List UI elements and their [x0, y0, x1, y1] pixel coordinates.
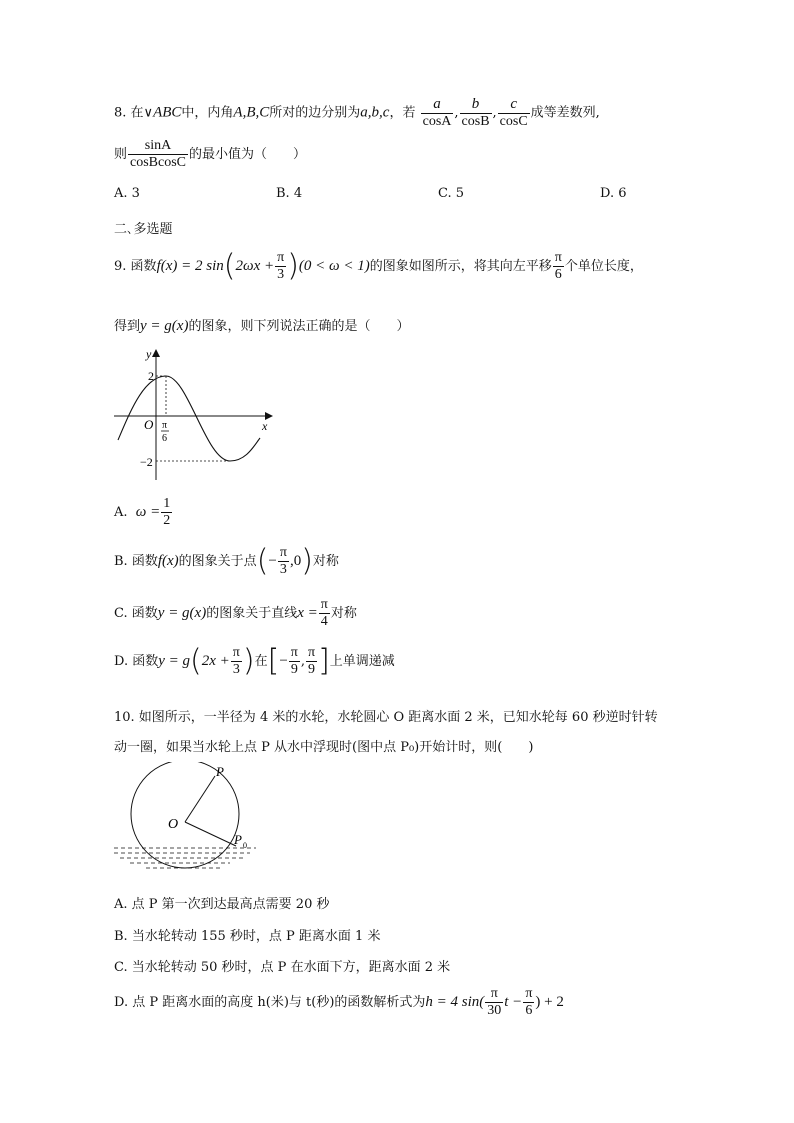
tick-pi: π [162, 420, 168, 431]
label-P: P [216, 764, 224, 779]
frac-b-cosB: $\frac{b}{\cos B}$ [461, 96, 490, 130]
tick-6: 6 [162, 433, 167, 444]
q10-option-c: C. 当水轮转动 50 秒时，点 P 在水面下方，距离水面 2 米 [114, 960, 451, 975]
q10-waterwheel-figure [110, 762, 260, 877]
q8-line2: 则 $\frac{\sin A}{\text{cosBcosC}}$ 的最小值为（ ） [114, 138, 307, 171]
q10-option-b: B. 当水轮转动 155 秒时，点 P 距离水面 1 米 [114, 929, 381, 944]
frac-sinA-cosBcosC: $\frac{\sin A}{\text{cosBcosC}}$ [130, 138, 187, 171]
radius-OP0 [185, 822, 236, 846]
q10-option-d: D. 点 P 距离水面的高度 h(米)与 t(秒)的函数解析式为h = 4 sin( $\frac{\pi}{30}$ t − $\frac{\pi}{6}$ ) + 2 [114, 986, 564, 1019]
q8-option-b: B. 4 [276, 186, 303, 201]
frac-a-cosA: $\frac{a}{\cos A}$ [422, 96, 452, 130]
max-label: 2 [148, 369, 154, 383]
y-axis-label: y [146, 347, 152, 361]
min-label: −2 [140, 455, 153, 469]
label-P0-sub: 0 [243, 841, 247, 850]
label-O: O [168, 817, 179, 832]
q9-option-a: A. ω = $\frac{1}{2}$ [114, 496, 171, 529]
label-P0: P [234, 832, 242, 847]
q8-line1: 8. 在∨ABC中，内角A,B,C所对的边分别为a,b,c，若 $\frac{a}{\cos A}$ , $\frac{b}{\cos B}$ , $\frac{c}{\cos C}$ 成等差数列, [114, 96, 600, 130]
frac-c-cosC: $\frac{c}{\cos C}$ [499, 96, 528, 130]
q9-option-b: B. 函数f(x)的图象关于点(− $\frac{\pi}{3}$ ,0)对称 [114, 543, 339, 579]
q10-line2: 动一圈，如果当水轮上点 P 从水中浮现时(图中点 P₀)开始计时，则( ) [114, 740, 534, 755]
q10-line1: 10. 如图所示，一半径为 4 米的水轮，水轮圆心 O 距离水面 2 米，已知水轮每 60 秒逆时针转 [114, 710, 658, 725]
q9-line1: 9. 函数f(x) = 2 sin(2ωx + $\frac{\pi}{3}$ )(0 < ω < 1)的图象如图所示，将其向左平移 $\frac{\pi}{6}$ 个单位长度， [114, 248, 643, 284]
q8-option-c: C. 5 [438, 186, 465, 201]
q9-option-c: C. 函数y = g(x)的图象关于直线x = $\frac{\pi}{4}$ 对称 [114, 597, 357, 630]
section-heading: 二､多选题 [114, 222, 173, 237]
q10-option-a: A. 点 P 第一次到达最高点需要 20 秒 [114, 897, 330, 912]
x-axis-label: x [262, 419, 268, 433]
q9-line2: 得到y = g(x)的图象，则下列说法正确的是（ ） [114, 318, 410, 334]
q9-sine-graph [110, 346, 280, 486]
q8-option-d: D. 6 [600, 186, 627, 201]
q8-option-a: A. 3 [114, 186, 140, 201]
q9-option-d: D. 函数y = g(2x + $\frac{\pi}{3}$ )在[− $\frac{\pi}{9}$ , $\frac{\pi}{9}$ ]上单调递减 [114, 643, 395, 679]
water-surface [114, 848, 256, 868]
origin-label: O [144, 417, 154, 432]
sine-curve [118, 376, 260, 461]
radius-OP [185, 776, 215, 822]
